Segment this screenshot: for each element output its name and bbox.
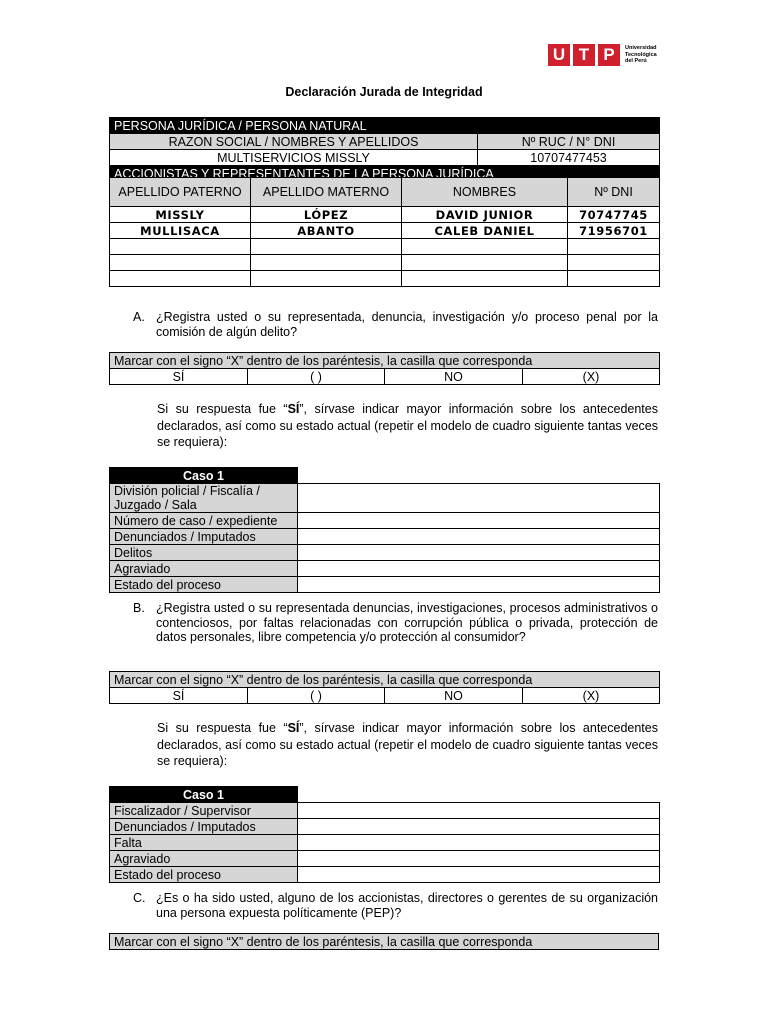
caso-header: Caso 1: [110, 468, 298, 484]
option-no-checkbox[interactable]: (X): [523, 369, 660, 385]
field-value[interactable]: [298, 851, 660, 867]
razon-social-label: RAZON SOCIAL / NOMBRES Y APELLIDOS: [110, 134, 478, 150]
cell-empty[interactable]: [110, 239, 251, 255]
cell-empty[interactable]: [568, 255, 660, 271]
cell-empty[interactable]: [110, 271, 251, 287]
logo-letter-u: U: [548, 44, 570, 66]
field-value[interactable]: [298, 803, 660, 819]
cell-materno[interactable]: LÓPEZ: [251, 207, 402, 223]
option-si-label: SÍ: [110, 688, 248, 704]
option-no-checkbox[interactable]: (X): [523, 688, 660, 704]
cell-dni[interactable]: 71956701: [568, 223, 660, 239]
cell-dni[interactable]: 70747745: [568, 207, 660, 223]
col-apellido-materno: APELLIDO MATERNO: [251, 178, 402, 207]
mark-instruction: Marcar con el signo “X” dentro de los paréntesis, la casilla que corresponda: [110, 934, 659, 950]
question-c-text: ¿Es o ha sido usted, alguno de los accionistas, directores o gerentes de su organización una persona expuesta políticamente (PEP)?: [156, 891, 658, 920]
ruc-value[interactable]: 10707477453: [478, 150, 660, 166]
note-b: [157, 720, 658, 770]
cell-empty[interactable]: [402, 255, 568, 271]
cell-empty[interactable]: [251, 255, 402, 271]
field-label: Falta: [110, 835, 298, 851]
persona-header: PERSONA JURÍDICA / PERSONA NATURAL: [110, 118, 660, 134]
field-label: Agraviado: [110, 561, 298, 577]
cell-empty[interactable]: [402, 239, 568, 255]
cell-empty[interactable]: [568, 239, 660, 255]
question-b-letter: B.: [133, 601, 145, 615]
table-row: [110, 271, 660, 287]
caso-table-b: [109, 786, 660, 883]
accionistas-table: [109, 177, 660, 287]
field-value[interactable]: [298, 529, 660, 545]
mark-instruction: Marcar con el signo “X” dentro de los paréntesis, la casilla que corresponda: [110, 672, 660, 688]
caso-header-spacer: [298, 468, 660, 484]
cell-materno[interactable]: ABANTO: [251, 223, 402, 239]
question-a: [133, 310, 658, 339]
mark-instruction: Marcar con el signo “X” dentro de los paréntesis, la casilla que corresponda: [110, 353, 660, 369]
field-value[interactable]: [298, 819, 660, 835]
note-bold: SÍ: [287, 721, 300, 735]
option-no-label: NO: [385, 369, 523, 385]
razon-social-value[interactable]: MULTISERVICIOS MISSLY: [110, 150, 478, 166]
cell-empty[interactable]: [402, 271, 568, 287]
field-label: Delitos: [110, 545, 298, 561]
field-label: Denunciados / Imputados: [110, 819, 298, 835]
option-si-checkbox[interactable]: ( ): [248, 688, 385, 704]
logo-letter-t: T: [573, 44, 595, 66]
option-si-checkbox[interactable]: ( ): [248, 369, 385, 385]
note-a: [157, 401, 658, 451]
persona-table: [109, 117, 660, 182]
field-value[interactable]: [298, 545, 660, 561]
question-c-letter: C.: [133, 891, 146, 905]
table-row: [110, 207, 660, 223]
cell-empty[interactable]: [251, 271, 402, 287]
field-value[interactable]: [298, 835, 660, 851]
caso-table-a: [109, 467, 660, 593]
note-bold: SÍ: [287, 402, 300, 416]
accionistas-header: ACCIONISTAS Y REPRESENTANTES DE LA PERSONA JURÍDICA: [110, 166, 660, 182]
question-b: [133, 601, 658, 645]
logo-line-2: Tecnológica: [625, 51, 657, 58]
table-row: [110, 255, 660, 271]
field-value[interactable]: [298, 577, 660, 593]
question-b-text: ¿Registra usted o su representada denuncias, investigaciones, procesos administrativos o contenciosos, por faltas relacionadas con corrupción pública o privada, protección de datos personales, libre competencia y/o protección al consumidor?: [156, 601, 658, 644]
mark-table-c: [109, 933, 659, 950]
caso-header-spacer: [298, 787, 660, 803]
field-value[interactable]: [298, 867, 660, 883]
cell-nombres[interactable]: CALEB DANIEL: [402, 223, 568, 239]
cell-empty[interactable]: [110, 255, 251, 271]
mark-table-a: [109, 352, 660, 385]
cell-paterno[interactable]: MISSLY: [110, 207, 251, 223]
field-label: Agraviado: [110, 851, 298, 867]
caso-header: Caso 1: [110, 787, 298, 803]
question-a-text: ¿Registra usted o su representada, denuncia, investigación y/o proceso penal por la comisión de algún delito?: [156, 310, 658, 339]
cell-empty[interactable]: [251, 239, 402, 255]
field-value[interactable]: [298, 513, 660, 529]
logo-line-3: del Perú: [625, 58, 647, 64]
logo-letter-p: P: [598, 44, 620, 66]
field-label: División policial / Fiscalía / Juzgado / Sala: [110, 484, 298, 513]
field-label: Fiscalizador / Supervisor: [110, 803, 298, 819]
option-no-label: NO: [385, 688, 523, 704]
table-row: [110, 223, 660, 239]
logo-line-1: Universidad: [625, 45, 657, 51]
mark-table-b: [109, 671, 660, 704]
col-dni: Nº DNI: [568, 178, 660, 207]
col-nombres: NOMBRES: [402, 178, 568, 207]
note-text-2: ”, sírvase indicar mayor información sobre los antecedentes declarados, así como su estado actual (repetir el modelo de cuadro siguiente tantas veces se requiera):: [157, 721, 658, 768]
field-label: Número de caso / expediente: [110, 513, 298, 529]
cell-nombres[interactable]: DAVID JUNIOR: [402, 207, 568, 223]
table-row: [110, 239, 660, 255]
ruc-label: Nº RUC / N° DNI: [478, 134, 660, 150]
document-title: Declaración Jurada de Integridad: [285, 85, 483, 99]
field-value[interactable]: [298, 561, 660, 577]
note-text-1: Si su respuesta fue “: [157, 402, 288, 416]
field-label: Denunciados / Imputados: [110, 529, 298, 545]
cell-empty[interactable]: [568, 271, 660, 287]
question-c: [133, 891, 658, 920]
note-text-1: Si su respuesta fue “: [157, 721, 288, 735]
field-value[interactable]: [298, 484, 660, 513]
cell-paterno[interactable]: MULLISACA: [110, 223, 251, 239]
option-si-label: SÍ: [110, 369, 248, 385]
col-apellido-paterno: APELLIDO PATERNO: [110, 178, 251, 207]
logo-text: [625, 45, 657, 65]
field-label: Estado del proceso: [110, 577, 298, 593]
field-label: Estado del proceso: [110, 867, 298, 883]
note-text-2: ”, sírvase indicar mayor información sobre los antecedentes declarados, así como su estado actual (repetir el modelo de cuadro siguiente tantas veces se requiera):: [157, 402, 658, 449]
question-a-letter: A.: [133, 310, 145, 324]
